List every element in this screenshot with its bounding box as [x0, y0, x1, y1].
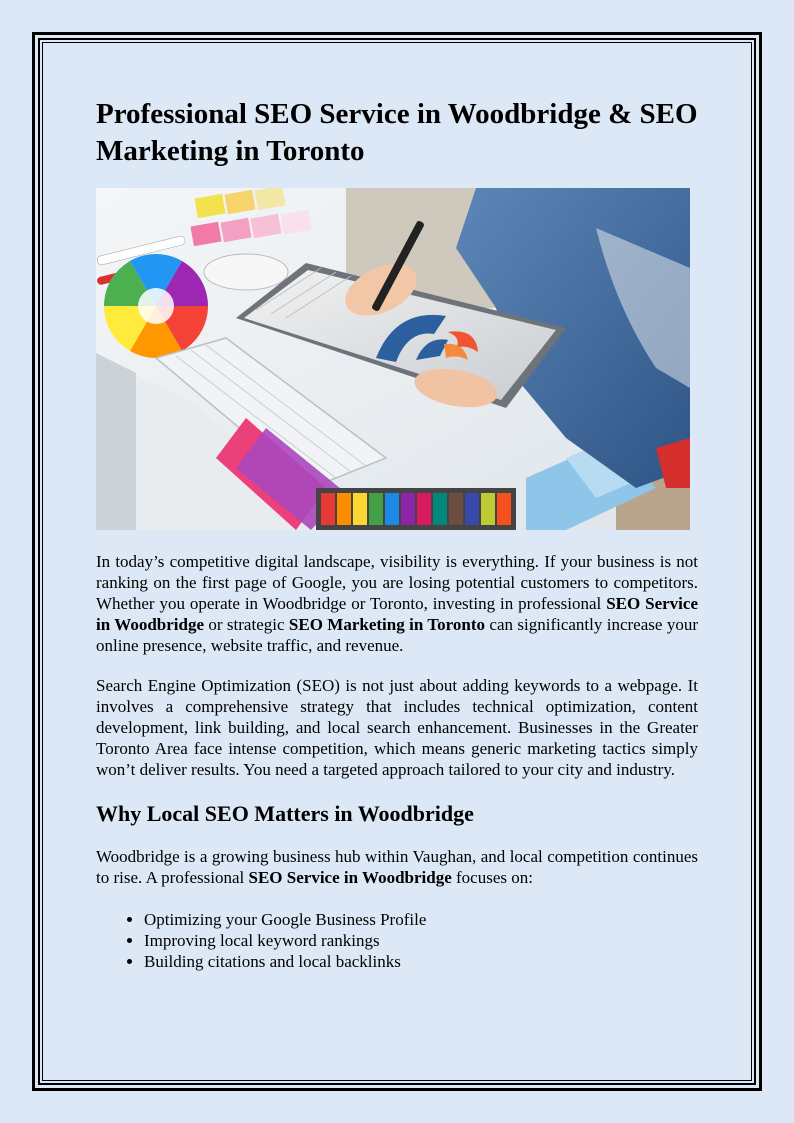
seo-explanation-paragraph: Search Engine Optimization (SEO) is not just about adding keywords to a webpage. It involves a comprehensive strategy that includes technical optimization, content development, link building, and local search enhancement. Businesses in the Greater Toronto Area face intense competition, which means generic marketing tactics simply won’t deliver results. You need a targeted approach tailored to your city and industry. [96, 676, 698, 779]
list-item: • Improving local keyword rankings [144, 930, 698, 951]
designer-tablet-illustration-icon [96, 188, 690, 530]
seo-woodbridge-keyword: SEO Service in Woodbridge [96, 594, 698, 634]
intro-paragraph [96, 551, 698, 656]
document-content [96, 96, 698, 972]
seo-toronto-keyword: SEO Marketing in Toronto [288, 615, 486, 634]
section-intro-start: Woodbridge is a growing business hub within Vaughan, and local competition continues to rise. A professional [96, 847, 698, 887]
section-intro-end: focuses on: [451, 868, 533, 887]
section-intro-paragraph [96, 846, 698, 888]
intro-text-start: In today’s competitive digital landscape, visibility is everything. If your business is not ranking on the first page of Google, you are losing potential customers to competitors. Whether you operate in Woodbridge or Toronto, investing in professional [96, 552, 698, 613]
section-heading: Why Local SEO Matters in Woodbridge [96, 801, 474, 826]
list-item: • Building citations and local backlinks [144, 951, 698, 972]
list-item: • Optimizing your Google Business Profile [144, 909, 698, 930]
section-keyword: SEO Service in Woodbridge [248, 868, 452, 887]
intro-text-middle: or strategic [204, 615, 289, 634]
focus-list [96, 909, 698, 972]
intro-text-end: can significantly increase your online presence, website traffic, and revenue. [96, 615, 698, 655]
page-title: Professional SEO Service in Woodbridge & SEO Marketing in Toronto [96, 98, 698, 167]
